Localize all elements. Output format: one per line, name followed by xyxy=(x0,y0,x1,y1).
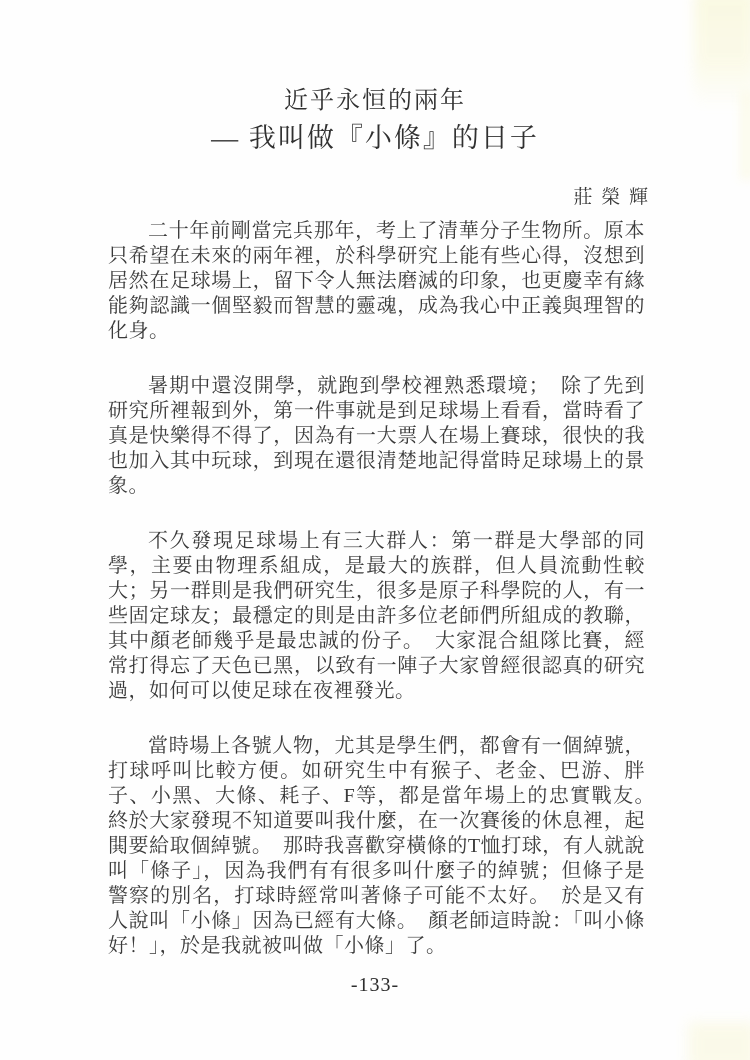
paragraph-1: 二十年前剛當完兵那年，考上了清華分子生物所。原本只希望在未來的兩年裡，於科學研究上能有些心得，沒想到居然在足球場上，留下令人無法磨滅的印象，也更慶幸有緣能夠認識一個堅毅而智慧的靈魂，成為我心中正義與理智的化身。 xyxy=(108,220,645,342)
paragraph-2: 暑期中還沒開學，就跑到學校裡熟悉環境； 除了先到研究所裡報到外，第一件事就是到足球場上看看，當時看了真是快樂得不得了，因為有一大票人在場上賽球，很快的我也加入其中玩球，到現在還很清楚地記得當時足球場上的景象。 xyxy=(108,375,645,497)
article-title: 近乎永恒的兩年 xyxy=(284,88,466,114)
scan-stain-right-edge xyxy=(740,90,750,180)
article-subtitle: — 我叫做『小條』的日子 xyxy=(211,123,539,153)
page-number: -133- xyxy=(350,974,400,996)
article-body xyxy=(108,219,666,959)
paragraph-4: 當時場上各號人物，尤其是學生們，都會有一個綽號，打球呼叫比較方便。如研究生中有猴子、老金、巴游、胖子、小黑、大條、耗子、F等，都是當年場上的忠實戰友。 終於大家發現不知道要叫我什麼，在一次賽後的休息裡，起閧要給取個綽號。 那時我喜歡穿橫條的T恤打球，有人就說叫「條子」，因為我們有有很多叫什麼子的綽號；但條子是警察的別名，打球時經常叫著條子可能不太好。 於是又有人說叫「小條」因為已經有大條。 顏老師這時說：「叫小條好！」，於是我就被叫做「小條」了。 xyxy=(108,735,666,957)
scan-stain-bottom-right xyxy=(688,1022,750,1060)
author-name: 莊 榮 輝 xyxy=(573,187,650,208)
paragraph-3: 不久發現足球場上有三大群人：第一群是大學部的同學，主要由物理系組成，是最大的族群，但人員流動性較大；另一群則是我們研究生，很多是原子科學院的人，有一些固定球友；最穩定的則是由許多位老師們所組成的教聯，其中顏老師幾乎是最忠誠的份子。 大家混合組隊比賽，經常打得忘了天色已黑，以致有一陣子大家曾經很認真的研究過，如何可以使足球在夜裡發光。 xyxy=(108,530,645,702)
